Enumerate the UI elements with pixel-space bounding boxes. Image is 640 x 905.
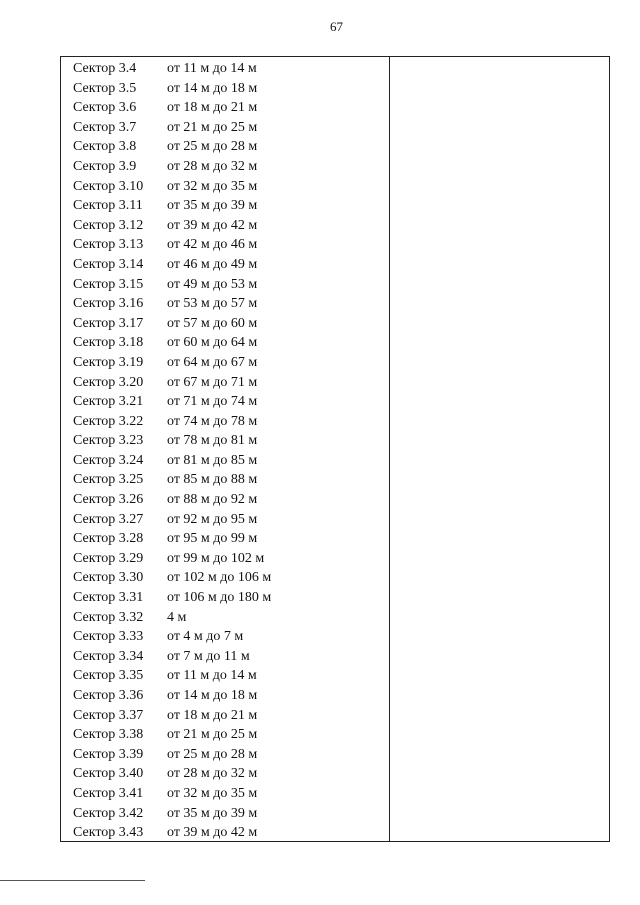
sector-label: Сектор 3.14 <box>73 256 144 272</box>
distance-range: от 92 м до 95 м <box>167 511 258 527</box>
table-row <box>73 804 383 824</box>
sector-label: Сектор 3.28 <box>73 531 144 547</box>
distance-range: от 106 м до 180 м <box>167 590 272 606</box>
table-row <box>73 412 383 432</box>
sector-label: Сектор 3.6 <box>73 100 137 116</box>
sector-label: Сектор 3.9 <box>73 158 137 174</box>
sector-label: Сектор 3.29 <box>73 550 144 566</box>
distance-range: от 21 м до 25 м <box>167 119 258 135</box>
distance-range: от 35 м до 39 м <box>167 198 258 214</box>
table-row <box>73 470 383 490</box>
sector-table <box>60 56 610 842</box>
table-rows <box>73 59 383 843</box>
distance-range: от 74 м до 78 м <box>167 413 258 429</box>
sector-label: Сектор 3.36 <box>73 688 144 703</box>
sector-label: Сектор 3.35 <box>73 668 144 684</box>
sector-label: Сектор 3.42 <box>73 805 144 821</box>
distance-range: от 78 м до 81 м <box>167 433 258 449</box>
sector-label: Сектор 3.21 <box>73 394 144 410</box>
distance-range: от 67 м до 71 м <box>167 374 258 390</box>
sector-label: Сектор 3.27 <box>73 511 144 527</box>
sector-label: Сектор 3.26 <box>73 492 144 508</box>
sector-label: Сектор 3.23 <box>73 433 144 449</box>
distance-range: от 60 м до 64 м <box>167 335 258 351</box>
sector-label: Сектор 3.5 <box>73 80 137 96</box>
table-row <box>73 118 383 138</box>
sector-label: Сектор 3.33 <box>73 629 144 645</box>
table-row <box>73 608 383 628</box>
sector-label: Сектор 3.41 <box>73 785 144 801</box>
table-row <box>73 353 383 373</box>
table-row <box>73 157 383 177</box>
sector-label: Сектор 3.20 <box>73 374 144 390</box>
table-row <box>73 255 383 275</box>
sector-label: Сектор 3.38 <box>73 727 144 743</box>
distance-range: от 81 м до 85 м <box>167 452 258 468</box>
sector-label: Сектор 3.37 <box>73 707 144 723</box>
distance-range: от 28 м до 32 м <box>167 158 258 174</box>
distance-range: от 18 м до 21 м <box>167 707 258 723</box>
table-row <box>73 647 383 667</box>
distance-range: от 102 м до 106 м <box>167 570 272 586</box>
distance-range: от 7 м до 11 м <box>167 648 250 664</box>
table-row <box>73 510 383 530</box>
table-row <box>73 196 383 216</box>
distance-range: от 46 м до 49 м <box>167 256 258 272</box>
distance-range: от 25 м до 28 м <box>167 139 258 155</box>
table-row <box>73 392 383 412</box>
table-row <box>73 373 383 393</box>
distance-range: от 4 м до 7 м <box>167 629 244 645</box>
table-row <box>73 333 383 353</box>
distance-range: 4 м <box>167 609 187 625</box>
sector-label: Сектор 3.15 <box>73 276 144 292</box>
sector-label: Сектор 3.4 <box>73 61 137 76</box>
distance-range: от 95 м до 99 м <box>167 531 258 547</box>
sector-label: Сектор 3.19 <box>73 354 144 370</box>
sector-label: Сектор 3.40 <box>73 766 144 782</box>
distance-range: от 39 м до 42 м <box>167 825 258 841</box>
sector-label: Сектор 3.22 <box>73 413 144 429</box>
table-row <box>73 627 383 647</box>
sector-label: Сектор 3.7 <box>73 119 137 135</box>
page-number: 67 <box>330 19 343 34</box>
sector-label: Сектор 3.30 <box>73 570 144 586</box>
table-row <box>73 764 383 784</box>
table-row <box>73 314 383 334</box>
sector-label: Сектор 3.8 <box>73 139 137 155</box>
empty-right-column <box>390 57 609 841</box>
table-row <box>73 235 383 255</box>
sector-label: Сектор 3.18 <box>73 335 144 351</box>
table-row <box>73 529 383 549</box>
distance-range: от 28 м до 32 м <box>167 766 258 782</box>
distance-range: от 14 м до 18 м <box>167 80 258 96</box>
table-row <box>73 137 383 157</box>
table-row <box>73 666 383 686</box>
distance-range: от 32 м до 35 м <box>167 178 258 194</box>
distance-range: от 11 м до 14 м <box>167 61 257 76</box>
sector-label: Сектор 3.11 <box>73 198 143 214</box>
sector-label: Сектор 3.10 <box>73 178 144 194</box>
distance-range: от 18 м до 21 м <box>167 100 258 116</box>
footer-rule <box>0 880 145 881</box>
sector-label: Сектор 3.17 <box>73 315 144 331</box>
sector-label: Сектор 3.12 <box>73 217 144 233</box>
distance-range: от 39 м до 42 м <box>167 217 258 233</box>
sector-label: Сектор 3.32 <box>73 609 144 625</box>
table-row <box>73 725 383 745</box>
sector-label: Сектор 3.34 <box>73 648 144 664</box>
sector-label: Сектор 3.13 <box>73 237 144 253</box>
table-row <box>73 686 383 706</box>
table-row <box>73 568 383 588</box>
sector-label: Сектор 3.31 <box>73 590 144 606</box>
table-row <box>73 59 383 79</box>
table-row <box>73 431 383 451</box>
table-row <box>73 216 383 236</box>
distance-range: от 14 м до 18 м <box>167 688 258 703</box>
distance-range: от 88 м до 92 м <box>167 492 258 508</box>
distance-range: от 85 м до 88 м <box>167 472 258 488</box>
table-row <box>73 451 383 471</box>
distance-range: от 49 м до 53 м <box>167 276 258 292</box>
distance-range: от 35 м до 39 м <box>167 805 258 821</box>
distance-range: от 21 м до 25 м <box>167 727 258 743</box>
table-row <box>73 177 383 197</box>
table-row <box>73 79 383 99</box>
sector-label: Сектор 3.16 <box>73 296 144 312</box>
distance-range: от 99 м до 102 м <box>167 550 265 566</box>
table-row <box>73 823 383 843</box>
sector-label: Сектор 3.25 <box>73 472 144 488</box>
table-row <box>73 294 383 314</box>
table-row <box>73 745 383 765</box>
table-row <box>73 98 383 118</box>
distance-range: от 25 м до 28 м <box>167 746 258 762</box>
distance-range: от 42 м до 46 м <box>167 237 258 253</box>
table-row <box>73 784 383 804</box>
distance-range: от 57 м до 60 м <box>167 315 258 331</box>
table-row <box>73 275 383 295</box>
table-row <box>73 706 383 726</box>
table-row <box>73 588 383 608</box>
table-row <box>73 549 383 569</box>
sector-label: Сектор 3.43 <box>73 825 144 841</box>
distance-range: от 71 м до 74 м <box>167 394 258 410</box>
sector-label: Сектор 3.24 <box>73 452 144 468</box>
distance-range: от 11 м до 14 м <box>167 668 257 684</box>
distance-range: от 32 м до 35 м <box>167 785 258 801</box>
distance-range: от 64 м до 67 м <box>167 354 258 370</box>
distance-range: от 53 м до 57 м <box>167 296 258 312</box>
sector-label: Сектор 3.39 <box>73 746 144 762</box>
table-row <box>73 490 383 510</box>
